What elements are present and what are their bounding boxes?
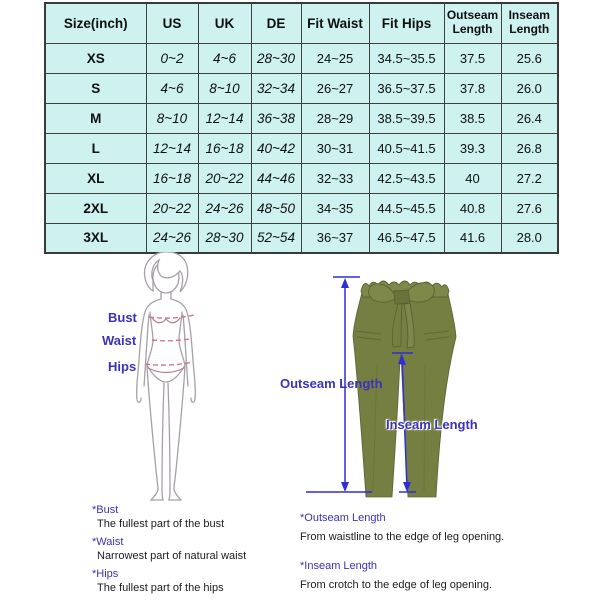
cell-inseam: 27.6 <box>501 193 558 223</box>
cell-outseam: 41.6 <box>444 223 501 253</box>
cell-waist: 30~31 <box>301 133 369 163</box>
definition-hips <box>92 567 246 595</box>
definition-desc: From waistline to the edge of leg opening. <box>300 531 505 543</box>
table-header-row <box>45 3 558 43</box>
cell-outseam: 40.8 <box>444 193 501 223</box>
cell-size: XL <box>45 163 146 193</box>
measure-definitions-right <box>300 511 504 593</box>
cell-de: 44~46 <box>251 163 301 193</box>
cell-size: S <box>45 73 146 103</box>
cell-us: 0~2 <box>146 43 198 73</box>
cell-us: 24~26 <box>146 223 198 253</box>
definition-desc: From crotch to the edge of leg opening. <box>300 579 493 591</box>
definition-outseam <box>300 511 504 545</box>
waist-label: Waist <box>102 333 137 348</box>
outseam-length-label: Outseam Length <box>280 376 383 391</box>
hips-label: Hips <box>108 359 137 374</box>
cell-size: M <box>45 103 146 133</box>
cell-uk: 16~18 <box>198 133 251 163</box>
cell-outseam: 37.5 <box>444 43 501 73</box>
cell-inseam: 26.4 <box>501 103 558 133</box>
cell-us: 20~22 <box>146 193 198 223</box>
cell-outseam: 39.3 <box>444 133 501 163</box>
cell-uk: 20~22 <box>198 163 251 193</box>
definition-term: *Hips <box>92 568 119 580</box>
col-header-us: US <box>146 3 198 43</box>
table-row-m <box>45 103 558 133</box>
cell-waist: 34~35 <box>301 193 369 223</box>
cell-de: 32~34 <box>251 73 301 103</box>
cell-waist: 28~29 <box>301 103 369 133</box>
cell-us: 16~18 <box>146 163 198 193</box>
cell-de: 28~30 <box>251 43 301 73</box>
cell-waist: 36~37 <box>301 223 369 253</box>
cell-inseam: 26.8 <box>501 133 558 163</box>
col-header-fit-hips: Fit Hips <box>369 3 444 43</box>
measure-definitions-left <box>92 503 246 595</box>
cell-waist: 32~33 <box>301 163 369 193</box>
definition-term: *Outseam Length <box>300 512 386 524</box>
cell-de: 40~42 <box>251 133 301 163</box>
col-header-outseam: Outseam Length <box>444 3 501 43</box>
cell-inseam: 26.0 <box>501 73 558 103</box>
cell-outseam: 37.8 <box>444 73 501 103</box>
col-header-size: Size(inch) <box>45 3 146 43</box>
cell-outseam: 40 <box>444 163 501 193</box>
definition-desc: The fullest part of the bust <box>97 518 225 530</box>
cell-de: 36~38 <box>251 103 301 133</box>
table-row-xl <box>45 163 558 193</box>
cell-waist: 24~25 <box>301 43 369 73</box>
col-header-de: DE <box>251 3 301 43</box>
col-header-inseam: Inseam Length <box>501 3 558 43</box>
cell-uk: 28~30 <box>198 223 251 253</box>
cell-hips: 38.5~39.5 <box>369 103 444 133</box>
body-figure-illustration <box>137 252 196 500</box>
cell-hips: 44.5~45.5 <box>369 193 444 223</box>
cell-hips: 36.5~37.5 <box>369 73 444 103</box>
table-row-2xl <box>45 193 558 223</box>
col-header-uk: UK <box>198 3 251 43</box>
cell-de: 48~50 <box>251 193 301 223</box>
table-row-l <box>45 133 558 163</box>
cell-outseam: 38.5 <box>444 103 501 133</box>
cell-size: L <box>45 133 146 163</box>
cell-size: XS <box>45 43 146 73</box>
size-chart-table <box>44 2 559 254</box>
waist-dash-line <box>152 339 189 341</box>
cell-us: 4~6 <box>146 73 198 103</box>
cell-uk: 4~6 <box>198 43 251 73</box>
definition-waist <box>92 535 246 563</box>
cell-inseam: 27.2 <box>501 163 558 193</box>
cell-inseam: 28.0 <box>501 223 558 253</box>
cell-us: 12~14 <box>146 133 198 163</box>
definition-desc: The fullest part of the hips <box>97 582 224 594</box>
cell-de: 52~54 <box>251 223 301 253</box>
cell-size: 2XL <box>45 193 146 223</box>
table-row-3xl <box>45 223 558 253</box>
inseam-length-label: Inseam Length <box>386 417 478 432</box>
bow-knot <box>394 290 410 304</box>
cell-size: 3XL <box>45 223 146 253</box>
table-row-xs <box>45 43 558 73</box>
cell-hips: 40.5~41.5 <box>369 133 444 163</box>
definition-inseam <box>300 559 504 593</box>
cell-uk: 8~10 <box>198 73 251 103</box>
cell-hips: 46.5~47.5 <box>369 223 444 253</box>
cell-us: 8~10 <box>146 103 198 133</box>
cell-hips: 42.5~43.5 <box>369 163 444 193</box>
definition-desc: Narrowest part of natural waist <box>97 550 247 562</box>
cell-uk: 12~14 <box>198 103 251 133</box>
definition-bust <box>92 503 246 531</box>
table-row-s <box>45 73 558 103</box>
cell-inseam: 25.6 <box>501 43 558 73</box>
cell-waist: 26~27 <box>301 73 369 103</box>
bust-label: Bust <box>108 310 137 325</box>
col-header-fit-waist: Fit Waist <box>301 3 369 43</box>
cell-hips: 34.5~35.5 <box>369 43 444 73</box>
cell-uk: 24~26 <box>198 193 251 223</box>
definition-term: *Bust <box>92 504 119 516</box>
definition-term: *Inseam Length <box>300 560 378 572</box>
definition-term: *Waist <box>92 536 124 548</box>
panty-outline <box>148 368 184 373</box>
